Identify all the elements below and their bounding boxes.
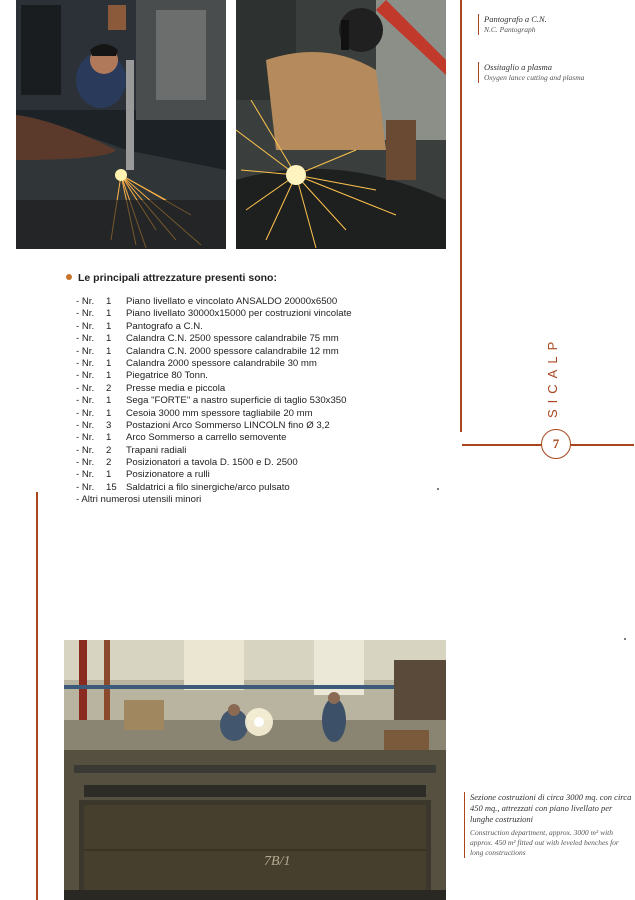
caption-plasma-en: Oxygen lance cutting and plasma: [484, 73, 585, 82]
caption-pantograph-en: N.C. Pantograph: [484, 25, 536, 34]
item-nr: - Nr.: [76, 444, 95, 456]
item-qty: 1: [106, 357, 112, 369]
item-nr: - Nr.: [76, 320, 95, 332]
item-desc: Calandra 2000 spessore calandrabile 30 mm: [126, 357, 317, 369]
item-nr: - Nr.: [76, 296, 95, 307]
caption-plasma-it: Ossitaglio a plasma: [484, 62, 553, 72]
list-item: [76, 333, 352, 345]
item-desc: Presse media e piccola: [126, 382, 226, 394]
speck: [437, 488, 439, 490]
item-qty: 1: [106, 469, 112, 481]
item-desc: Piano livellato e vincolato ANSALDO 20000x6500: [126, 296, 338, 307]
item-nr: - Nr.: [76, 308, 95, 320]
item-qty: 3: [106, 419, 112, 431]
item-qty: 1: [106, 432, 112, 444]
item-qty: 1: [106, 395, 112, 407]
accent-line-left: [36, 492, 38, 900]
brand-logo: SICALP: [545, 335, 560, 418]
list-item: [76, 296, 352, 308]
item-nr: - Altri numerosi utensili minori: [76, 494, 202, 506]
list-item: [76, 395, 352, 407]
item-desc: Posizionatore a rulli: [126, 469, 210, 481]
item-qty: 2: [106, 444, 112, 456]
caption-pantograph-it: Pantografo a C.N.: [484, 14, 547, 24]
caption-plasma: [478, 62, 584, 83]
photo-pantograph: [16, 0, 226, 249]
item-desc: Cesoia 3000 mm spessore tagliabile 20 mm: [126, 407, 313, 419]
speck: [624, 638, 626, 640]
list-item: [76, 383, 352, 395]
item-qty: 2: [106, 382, 112, 394]
item-qty: 1: [106, 333, 112, 345]
item-nr: - Nr.: [76, 370, 95, 382]
list-item: [76, 358, 352, 370]
item-nr: - Nr.: [76, 432, 95, 444]
photo-plasma-cutting: [236, 0, 446, 249]
equipment-list: [76, 296, 352, 507]
bullet-dot-icon: [66, 274, 72, 280]
equipment-heading: [66, 272, 277, 284]
item-desc: Pantografo a C.N.: [126, 320, 203, 332]
item-nr: - Nr.: [76, 419, 95, 431]
caption-construction-department: [464, 792, 632, 858]
item-qty: 1: [106, 345, 112, 357]
item-nr: - Nr.: [76, 481, 95, 493]
item-qty: 2: [106, 457, 112, 469]
list-item: [76, 494, 352, 506]
item-nr: - Nr.: [76, 469, 95, 481]
item-desc: Piano livellato 30000x15000 per costruzioni vincolate: [126, 308, 352, 320]
item-qty: 15: [106, 481, 117, 493]
item-desc: Calandra C.N. 2500 spessore calandrabile 75 mm: [126, 333, 339, 345]
svg-text:7B/1: 7B/1: [264, 854, 291, 869]
list-item: [76, 445, 352, 457]
caption-pantograph: [478, 14, 547, 35]
item-desc: Saldatrici a filo sinergiche/arco pulsato: [126, 481, 290, 493]
item-nr: - Nr.: [76, 395, 95, 407]
caption-construction-it: Sezione costruzioni di circa 3000 mq. con circa 450 mq., attrezzati con piano livellato per lunghe costruzioni: [470, 792, 632, 824]
item-qty: 1: [106, 296, 112, 307]
photo-construction-department: [64, 640, 446, 900]
item-nr: - Nr.: [76, 357, 95, 369]
item-qty: 1: [106, 407, 112, 419]
item-desc: Sega "FORTE" a nastro superficie di taglio 530x350: [126, 395, 347, 407]
item-qty: 1: [106, 370, 112, 382]
list-item: [76, 420, 352, 432]
item-desc: Piegatrice 80 Tonn.: [126, 370, 208, 382]
list-item: [76, 346, 352, 358]
item-desc: Calandra C.N. 2000 spessore calandrabile 12 mm: [126, 345, 339, 357]
item-nr: - Nr.: [76, 345, 95, 357]
item-desc: Trapani radiali: [126, 444, 187, 456]
list-item: [76, 469, 352, 481]
item-nr: - Nr.: [76, 407, 95, 419]
item-nr: - Nr.: [76, 382, 95, 394]
caption-construction-en: Construction department, approx. 3000 m² with approx. 450 m² fitted out with leveled benches for long constructions: [470, 828, 619, 857]
list-item: [76, 308, 352, 320]
list-item: [76, 321, 352, 333]
page-number: 7: [541, 429, 571, 459]
list-item: [76, 408, 352, 420]
item-qty: 1: [106, 308, 112, 320]
list-item: [76, 370, 352, 382]
item-nr: - Nr.: [76, 333, 95, 345]
list-item: [76, 482, 352, 494]
accent-line-top-right: [460, 0, 462, 432]
item-nr: - Nr.: [76, 457, 95, 469]
equipment-heading-text: Le principali attrezzature presenti sono:: [78, 272, 277, 284]
item-qty: 1: [106, 320, 112, 332]
list-item: [76, 432, 352, 444]
list-item: [76, 457, 352, 469]
item-desc: Arco Sommerso a carrello semovente: [126, 432, 287, 444]
item-desc: Postazioni Arco Sommerso LINCOLN fino Ø 3,2: [126, 419, 330, 431]
item-desc: Posizionatori a tavola D. 1500 e D. 2500: [126, 457, 298, 469]
